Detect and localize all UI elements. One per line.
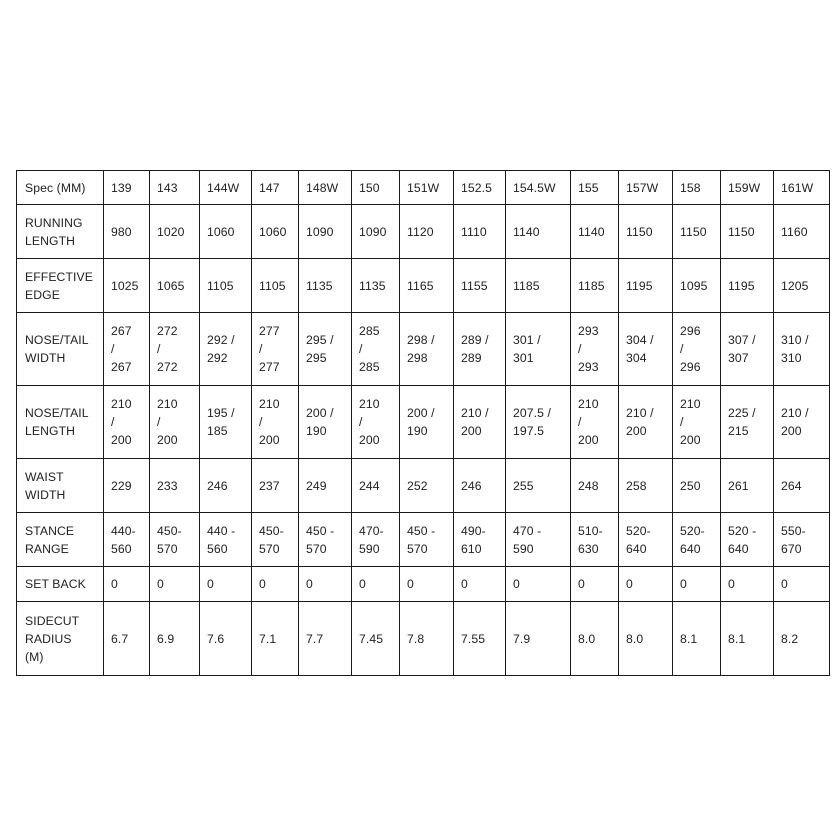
header-size-cell	[774, 171, 830, 205]
cell-value: 510- 630	[578, 523, 603, 556]
cell-value: 301 / 301	[513, 333, 541, 365]
value-cell	[673, 459, 721, 513]
header-size: 147	[259, 180, 280, 195]
value-cell	[571, 313, 619, 386]
header-size-cell	[150, 171, 200, 205]
cell-value: 1105	[207, 278, 234, 293]
value-cell	[619, 459, 673, 513]
row-sidecut-radius	[17, 602, 830, 676]
cell-value: 210 / 200	[461, 406, 489, 438]
cell-value: 1140	[578, 224, 605, 239]
value-cell	[200, 513, 252, 567]
cell-value: 244	[359, 478, 380, 493]
cell-value: 490- 610	[461, 523, 486, 556]
row-label-cell	[17, 513, 104, 567]
cell-value: 250	[680, 478, 701, 493]
value-cell	[299, 386, 352, 459]
value-cell	[150, 259, 200, 313]
value-cell	[400, 459, 454, 513]
cell-value: 7.6	[207, 631, 225, 646]
header-size: 161W	[781, 180, 814, 195]
value-cell	[352, 259, 400, 313]
cell-value: 7.45	[359, 631, 384, 646]
value-cell	[252, 602, 299, 676]
header-size: 152.5	[461, 180, 492, 195]
header-size: 148W	[306, 180, 339, 195]
value-cell	[150, 313, 200, 386]
cell-value: 0	[207, 577, 214, 591]
value-cell	[150, 386, 200, 459]
cell-value: 1185	[578, 278, 605, 293]
row-label-cell	[17, 259, 104, 313]
cell-value: 1195	[728, 278, 755, 293]
value-cell	[104, 567, 150, 602]
value-cell	[619, 386, 673, 459]
value-cell	[774, 386, 830, 459]
value-cell	[454, 602, 506, 676]
header-size-cell	[252, 171, 299, 205]
value-cell	[104, 386, 150, 459]
value-cell	[252, 259, 299, 313]
cell-value: 1105	[259, 278, 286, 293]
cell-value: 248	[578, 478, 599, 493]
cell-value: 292 / 292	[207, 333, 235, 365]
cell-value: 1155	[461, 278, 488, 293]
cell-value: 210 / 200	[680, 397, 701, 447]
row-stance-range	[17, 513, 830, 567]
cell-value: 0	[513, 577, 520, 591]
header-size: 144W	[207, 180, 240, 195]
cell-value: 289 / 289	[461, 333, 489, 365]
cell-value: 1135	[359, 278, 386, 293]
header-size: 139	[111, 180, 132, 195]
cell-value: 246	[461, 478, 482, 493]
value-cell	[352, 313, 400, 386]
cell-value: 295 / 295	[306, 333, 334, 365]
row-effective-edge	[17, 259, 830, 313]
cell-value: 520- 640	[680, 523, 705, 556]
header-size-cell	[673, 171, 721, 205]
value-cell	[252, 386, 299, 459]
value-cell	[252, 513, 299, 567]
cell-value: 7.55	[461, 631, 486, 646]
cell-value: 200 / 190	[306, 406, 334, 438]
value-cell	[454, 459, 506, 513]
cell-value: 1065	[157, 278, 185, 293]
cell-value: 520 - 640	[728, 523, 757, 556]
value-cell	[200, 205, 252, 259]
cell-value: 520- 640	[626, 523, 651, 556]
value-cell	[571, 567, 619, 602]
header-label-cell	[17, 171, 104, 205]
value-cell	[506, 602, 571, 676]
cell-value: 1165	[407, 278, 434, 293]
value-cell	[150, 602, 200, 676]
cell-value: 210 / 200	[259, 397, 280, 447]
cell-value: 304 / 304	[626, 333, 654, 365]
value-cell	[774, 602, 830, 676]
row-label-cell	[17, 386, 104, 459]
spec-table-container	[16, 170, 829, 676]
cell-value: 550- 670	[781, 523, 806, 556]
cell-value: 7.1	[259, 631, 277, 646]
row-nose-tail-length	[17, 386, 830, 459]
cell-value: 8.0	[578, 631, 596, 646]
cell-value: 7.9	[513, 631, 531, 646]
cell-value: 210 / 200	[626, 406, 654, 438]
cell-value: 440- 560	[111, 523, 136, 556]
header-size-cell	[299, 171, 352, 205]
value-cell	[150, 459, 200, 513]
row-label-cell	[17, 602, 104, 676]
header-size-cell	[454, 171, 506, 205]
row-waist-width	[17, 459, 830, 513]
value-cell	[200, 313, 252, 386]
header-size-cell	[352, 171, 400, 205]
row-label: RUNNING LENGTH	[25, 215, 83, 248]
row-label-cell	[17, 459, 104, 513]
cell-value: 1150	[626, 224, 653, 239]
cell-value: 1090	[359, 224, 387, 239]
cell-value: 1110	[461, 224, 487, 239]
cell-value: 8.2	[781, 631, 799, 646]
value-cell	[252, 205, 299, 259]
cell-value: 1135	[306, 278, 333, 293]
row-label: WAIST WIDTH	[25, 469, 66, 502]
cell-value: 0	[259, 577, 266, 591]
header-size-cell	[571, 171, 619, 205]
value-cell	[104, 459, 150, 513]
value-cell	[352, 459, 400, 513]
header-size: 155	[578, 180, 599, 195]
header-size-cell	[721, 171, 774, 205]
value-cell	[299, 567, 352, 602]
cell-value: 1185	[513, 278, 540, 293]
value-cell	[104, 259, 150, 313]
value-cell	[200, 259, 252, 313]
value-cell	[673, 386, 721, 459]
cell-value: 237	[259, 478, 280, 493]
value-cell	[454, 313, 506, 386]
cell-value: 272 / 272	[157, 324, 178, 374]
header-size: 150	[359, 180, 380, 195]
cell-value: 225 / 215	[728, 406, 756, 438]
value-cell	[454, 205, 506, 259]
value-cell	[400, 567, 454, 602]
cell-value: 1095	[680, 278, 708, 293]
cell-value: 298 / 298	[407, 333, 435, 365]
spec-table	[16, 170, 830, 676]
cell-value: 980	[111, 224, 132, 239]
cell-value: 210 / 200	[578, 397, 599, 447]
value-cell	[252, 313, 299, 386]
cell-value: 0	[306, 577, 313, 591]
row-label: EFFECTIVE EDGE	[25, 269, 93, 302]
header-size: 143	[157, 180, 178, 195]
cell-value: 267 / 267	[111, 324, 132, 374]
cell-value: 310 / 310	[781, 333, 809, 365]
cell-value: 1025	[111, 278, 139, 293]
value-cell	[252, 567, 299, 602]
value-cell	[299, 602, 352, 676]
value-cell	[400, 386, 454, 459]
cell-value: 246	[207, 478, 228, 493]
header-size-cell	[104, 171, 150, 205]
value-cell	[200, 386, 252, 459]
value-cell	[352, 567, 400, 602]
value-cell	[673, 602, 721, 676]
cell-value: 258	[626, 478, 647, 493]
row-label: SET BACK	[25, 577, 86, 591]
row-label-cell	[17, 205, 104, 259]
value-cell	[774, 259, 830, 313]
header-label: Spec (MM)	[25, 180, 86, 195]
value-cell	[673, 259, 721, 313]
cell-value: 200 / 190	[407, 406, 435, 438]
value-cell	[619, 259, 673, 313]
value-cell	[571, 459, 619, 513]
value-cell	[721, 205, 774, 259]
cell-value: 0	[407, 577, 414, 591]
value-cell	[721, 313, 774, 386]
value-cell	[571, 602, 619, 676]
value-cell	[104, 313, 150, 386]
cell-value: 1060	[259, 224, 287, 239]
row-label-cell	[17, 313, 104, 386]
header-size-cell	[506, 171, 571, 205]
header-size: 158	[680, 180, 701, 195]
value-cell	[619, 513, 673, 567]
cell-value: 6.9	[157, 631, 175, 646]
cell-value: 1160	[781, 224, 808, 239]
row-label: STANCE RANGE	[25, 523, 75, 556]
value-cell	[721, 459, 774, 513]
row-set-back	[17, 567, 830, 602]
cell-value: 0	[578, 577, 585, 591]
row-label: NOSE/TAIL LENGTH	[25, 406, 89, 438]
cell-value: 293 / 293	[578, 324, 599, 374]
value-cell	[299, 459, 352, 513]
cell-value: 307 / 307	[728, 333, 756, 365]
cell-value: 0	[781, 577, 788, 591]
value-cell	[673, 313, 721, 386]
value-cell	[506, 386, 571, 459]
header-row	[17, 171, 830, 205]
value-cell	[400, 259, 454, 313]
value-cell	[150, 513, 200, 567]
cell-value: 277 / 277	[259, 324, 280, 374]
cell-value: 6.7	[111, 631, 129, 646]
row-label: SIDECUT RADIUS (M)	[25, 613, 80, 664]
value-cell	[454, 513, 506, 567]
value-cell	[774, 513, 830, 567]
cell-value: 0	[680, 577, 687, 591]
cell-value: 0	[461, 577, 468, 591]
cell-value: 7.7	[306, 631, 324, 646]
value-cell	[252, 459, 299, 513]
cell-value: 1090	[306, 224, 334, 239]
value-cell	[400, 513, 454, 567]
value-cell	[400, 602, 454, 676]
cell-value: 450 - 570	[407, 523, 436, 556]
cell-value: 296 / 296	[680, 324, 701, 374]
value-cell	[299, 513, 352, 567]
value-cell	[571, 205, 619, 259]
value-cell	[673, 513, 721, 567]
value-cell	[454, 259, 506, 313]
cell-value: 1120	[407, 224, 434, 239]
value-cell	[506, 513, 571, 567]
cell-value: 249	[306, 478, 327, 493]
value-cell	[104, 205, 150, 259]
cell-value: 1195	[626, 278, 653, 293]
cell-value: 8.1	[728, 631, 746, 646]
value-cell	[774, 567, 830, 602]
value-cell	[454, 567, 506, 602]
value-cell	[619, 205, 673, 259]
value-cell	[352, 602, 400, 676]
cell-value: 255	[513, 478, 534, 493]
header-size-cell	[619, 171, 673, 205]
cell-value: 210 / 200	[359, 397, 380, 447]
value-cell	[104, 513, 150, 567]
value-cell	[299, 205, 352, 259]
cell-value: 0	[728, 577, 735, 591]
header-size: 151W	[407, 180, 440, 195]
cell-value: 285 / 285	[359, 324, 380, 374]
cell-value: 8.1	[680, 631, 698, 646]
value-cell	[673, 567, 721, 602]
row-running-length	[17, 205, 830, 259]
row-label: NOSE/TAIL WIDTH	[25, 333, 89, 365]
cell-value: 1140	[513, 224, 540, 239]
value-cell	[721, 602, 774, 676]
value-cell	[673, 205, 721, 259]
cell-value: 0	[111, 577, 118, 591]
cell-value: 233	[157, 478, 178, 493]
cell-value: 450- 570	[259, 523, 284, 556]
cell-value: 207.5 / 197.5	[513, 406, 551, 438]
value-cell	[506, 205, 571, 259]
value-cell	[352, 205, 400, 259]
row-nose-tail-width	[17, 313, 830, 386]
cell-value: 450 - 570	[306, 523, 335, 556]
value-cell	[400, 205, 454, 259]
value-cell	[721, 513, 774, 567]
value-cell	[571, 259, 619, 313]
value-cell	[774, 313, 830, 386]
value-cell	[619, 602, 673, 676]
value-cell	[299, 313, 352, 386]
cell-value: 210 / 200	[157, 397, 178, 447]
cell-value: 440 - 560	[207, 523, 236, 556]
value-cell	[721, 386, 774, 459]
cell-value: 1150	[728, 224, 755, 239]
cell-value: 210 / 200	[781, 406, 809, 438]
cell-value: 210 / 200	[111, 397, 132, 447]
cell-value: 1060	[207, 224, 235, 239]
value-cell	[619, 313, 673, 386]
header-size-cell	[200, 171, 252, 205]
cell-value: 1150	[680, 224, 707, 239]
value-cell	[571, 386, 619, 459]
cell-value: 264	[781, 478, 802, 493]
header-size-cell	[400, 171, 454, 205]
cell-value: 0	[359, 577, 366, 591]
value-cell	[506, 459, 571, 513]
value-cell	[721, 567, 774, 602]
value-cell	[400, 313, 454, 386]
value-cell	[774, 205, 830, 259]
value-cell	[506, 259, 571, 313]
header-size: 157W	[626, 180, 659, 195]
value-cell	[454, 386, 506, 459]
value-cell	[721, 259, 774, 313]
value-cell	[619, 567, 673, 602]
cell-value: 8.0	[626, 631, 644, 646]
value-cell	[571, 513, 619, 567]
cell-value: 1020	[157, 224, 185, 239]
cell-value: 195 / 185	[207, 406, 235, 438]
cell-value: 229	[111, 478, 132, 493]
cell-value: 470- 590	[359, 523, 384, 556]
row-label-cell	[17, 567, 104, 602]
value-cell	[150, 205, 200, 259]
value-cell	[774, 459, 830, 513]
value-cell	[506, 313, 571, 386]
cell-value: 1205	[781, 278, 809, 293]
value-cell	[299, 259, 352, 313]
cell-value: 0	[157, 577, 164, 591]
header-size: 154.5W	[513, 180, 556, 195]
cell-value: 261	[728, 478, 749, 493]
value-cell	[352, 386, 400, 459]
value-cell	[104, 602, 150, 676]
value-cell	[200, 567, 252, 602]
value-cell	[352, 513, 400, 567]
cell-value: 252	[407, 478, 428, 493]
value-cell	[200, 459, 252, 513]
value-cell	[200, 602, 252, 676]
cell-value: 450- 570	[157, 523, 182, 556]
cell-value: 7.8	[407, 631, 425, 646]
cell-value: 0	[626, 577, 633, 591]
value-cell	[506, 567, 571, 602]
cell-value: 470 - 590	[513, 523, 542, 556]
header-size: 159W	[728, 180, 761, 195]
value-cell	[150, 567, 200, 602]
